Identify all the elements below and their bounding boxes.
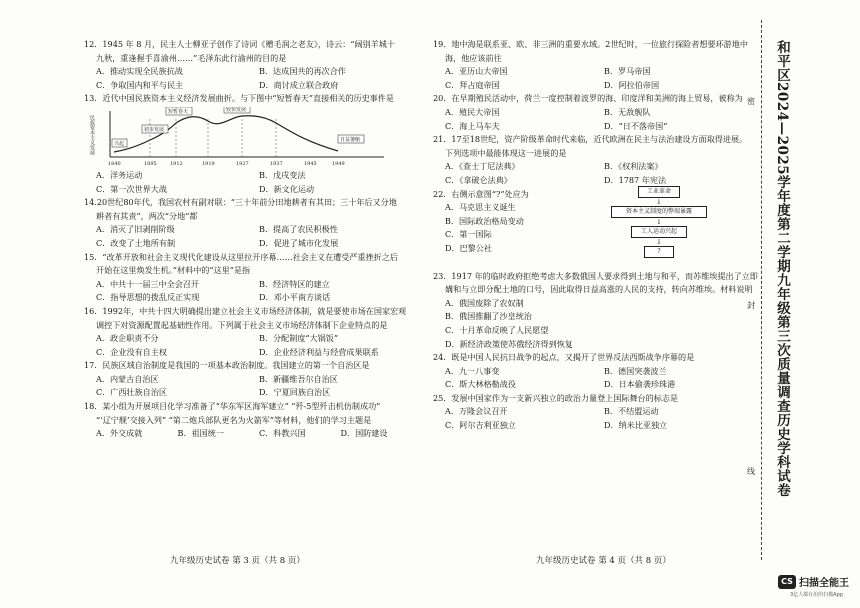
chart-x-tick: 1937: [270, 160, 283, 167]
q14-option-a[interactable]: A．消灭了旧剥削阶级: [96, 224, 175, 235]
q18-stem-cont: “‘辽宁舰’交接入列” “第二炮兵部队更名为火箭军”等材料，他们的学习主题是: [96, 414, 372, 425]
q14-option-b[interactable]: B．提高了农民积极性: [259, 224, 338, 235]
chart-annotation: 兴起: [114, 140, 125, 147]
q20-option-d[interactable]: D．“日不落帝国”: [604, 120, 668, 131]
q13-option-b[interactable]: B．戊戌变法: [259, 169, 306, 180]
q12-stem: 12．1945 年 8 月，民主人士柳亚子创作了诗词《赠毛润之老友》，诗云：“阔别羊城十: [84, 39, 395, 49]
q22-option-d[interactable]: D．巴黎公社: [445, 242, 492, 253]
chart-x-tick: 1919: [202, 160, 215, 167]
q14-option-c[interactable]: C．改变了土地所有制: [96, 237, 176, 248]
q22-option-a[interactable]: A．马克思主义诞生: [445, 202, 516, 213]
q15-stem-cont: 开始在这里焕发生机。”材料中的“这里”是指: [96, 265, 251, 276]
flow-arrow-icon: ↓: [656, 237, 662, 246]
q15-options: [84, 278, 422, 305]
right-page: [433, 38, 763, 433]
q23-option-a[interactable]: A．俄国废除了农奴制: [445, 297, 524, 308]
chart-annotation: 短暂春天: [168, 108, 189, 115]
q23-stem-cont: 媾和与立即分配土地的口号，因此取得日益高涨的人民的支持，转向苏维埃。材料说明: [445, 284, 753, 295]
q23-option-d[interactable]: D．新经济政策使苏俄经济得到恢复: [445, 338, 573, 349]
left-page: [84, 38, 422, 441]
q22-block: [433, 188, 763, 270]
q19-option-c[interactable]: C．拜占庭帝国: [445, 79, 500, 90]
flow-box-4: ?: [644, 246, 674, 258]
q19-options: [433, 65, 763, 92]
q12-option-b[interactable]: B．达成国共的再次合作: [259, 66, 346, 77]
q23-options: [433, 297, 763, 351]
q19-option-b[interactable]: B．罗马帝国: [604, 66, 651, 77]
q20-option-a[interactable]: A．殖民大帝国: [445, 106, 500, 117]
q19-stem-cont: 海，他应该前往: [445, 52, 502, 63]
q13-option-d[interactable]: D．新文化运动: [259, 183, 315, 194]
q25-option-a[interactable]: A．万隆会议召开: [445, 406, 508, 417]
q12-option-d[interactable]: D．商讨成立联合政府: [259, 79, 339, 90]
q19-stem: 19．地中海是联系亚、欧、非三洲的重要水域。2世纪时，一位旅行探险者想要环游地中: [433, 39, 748, 49]
q18-option-a[interactable]: A．外交成就: [96, 428, 143, 439]
q24-option-a[interactable]: A．九一八事变: [445, 365, 500, 376]
q15-stem: 15．“改革开放和社会主义现代化建设从这里拉开序幕……社会主义在遭受严重挫折之后: [84, 251, 398, 262]
q13-option-c[interactable]: C．第一次世界大战: [96, 183, 167, 194]
q18-option-c[interactable]: C．科教兴国: [259, 428, 306, 439]
q21-stem-cont: 下列选项中最能体现这一进展的是: [445, 147, 567, 158]
chart-x-tick: 1949: [332, 160, 345, 167]
q25-option-c[interactable]: C．阿尔吉利亚独立: [445, 420, 516, 431]
q24-options: [433, 365, 763, 392]
q20-option-c[interactable]: C．海上马车夫: [445, 120, 500, 131]
q21-stem: 21．17至18世纪，资产阶级革命时代来临，近代欧洲在民主与法治建设方面取得进展。: [433, 134, 748, 145]
q17-option-b[interactable]: B．新疆维吾尔自治区: [259, 373, 338, 384]
q22-options: [433, 201, 763, 255]
chart-x-tick: 1895: [144, 160, 157, 167]
q13-options: [84, 169, 422, 196]
q17-options: [84, 373, 422, 400]
capitalism-development-chart: [84, 107, 414, 169]
q22-option-c[interactable]: C．第一国际: [445, 229, 492, 240]
q12-option-a[interactable]: A．推动实现全民族抗战: [96, 66, 183, 77]
q22-option-b[interactable]: B．国际政治格局变动: [445, 215, 524, 226]
q15-option-a[interactable]: A．中共十一届三中全会召开: [96, 278, 199, 289]
chart-y-label: 民族资本主义发展: [89, 114, 95, 155]
exam-title: 和平区2024—2025学年度第二学期九年级第三次质量调查历史学科试卷: [774, 40, 790, 498]
q24-option-c[interactable]: C．斯大林格勒战役: [445, 379, 516, 390]
q16-option-d[interactable]: D．企业经济利益与经营成果联系: [259, 346, 379, 357]
binding-mark-close: 封: [747, 301, 755, 310]
q22-flow-diagram: [611, 186, 707, 258]
q19-option-d[interactable]: D．阿拉伯帝国: [604, 79, 660, 90]
scanner-name: 扫描全能王: [799, 578, 849, 589]
q14-stem-cont: 耕者有其责”，两次“分地”都: [96, 210, 198, 221]
flow-box-2: 资本主义制度的弊端暴露: [611, 206, 707, 218]
q23-option-b[interactable]: B．俄国推翻了沙皇统治: [445, 311, 532, 322]
chart-x-tick: 1912: [170, 160, 183, 167]
q15-option-c[interactable]: C．指导思想的拨乱反正实现: [96, 292, 200, 303]
q18-options: [84, 427, 422, 441]
q16-stem: 16．1992年，中共十四大明确提出建立社会主义市场经济体制，就是要使市场在国家宏观: [84, 305, 407, 316]
flow-arrow-icon: ↓: [656, 197, 662, 206]
q21-option-d[interactable]: D．1787 年宪法: [604, 174, 667, 185]
q25-options: [433, 405, 763, 432]
q12-options: [84, 65, 422, 92]
q18-option-b[interactable]: B．祖国统一: [177, 428, 224, 439]
scanner-tagline: 3亿人都在用的扫描App: [790, 592, 843, 598]
q25-option-b[interactable]: B．不结盟运动: [604, 406, 659, 417]
flow-box-1: 工业革命: [638, 186, 680, 198]
q20-option-b[interactable]: B．无敌舰队: [604, 106, 651, 117]
q17-option-d[interactable]: D．宁夏回族自治区: [259, 387, 331, 398]
q21-options: [433, 160, 763, 187]
q12-option-c[interactable]: C．争取国内和平与民主: [96, 79, 184, 90]
q24-option-b[interactable]: B．德国突袭波兰: [604, 365, 667, 376]
q16-option-a[interactable]: A．政企职责不分: [96, 333, 159, 344]
chart-x-tick: 1945: [304, 160, 317, 167]
q13-stem: 13．近代中国民族资本主义经济发展曲折。与下图中“短暂春天”直接相关的历史事件是: [84, 93, 394, 104]
q17-stem: 17．民族区域自治制度是我国的一项基本政治制度。我国建立的第一个自治区是: [84, 360, 370, 371]
q12-stem-cont: 九秋，重逢握手喜渝州……”毛泽东此行渝州的目的是: [96, 52, 287, 63]
binding-mark-seal: 密: [747, 97, 755, 106]
q25-stem: 25．发展中国家作为一支新兴独立的政治力量登上国际舞台的标志是: [433, 392, 679, 403]
q18-stem: 18．某小组为开展项目化学习准备了“华东军区海军建立” “歼-5型歼击机仿制成功”: [84, 401, 381, 412]
q19-option-a[interactable]: A．亚历山大帝国: [445, 66, 508, 77]
q14-options: [84, 223, 422, 250]
q16-stem-cont: 调控下对资源配置起基础性作用。下列属于社会主义市场经济体制下企业特点的是: [96, 319, 388, 330]
q13-option-a[interactable]: A．洋务运动: [96, 169, 143, 180]
chart-annotation: 日益萎缩: [340, 136, 361, 143]
q24-option-d[interactable]: D．日本偷袭珍珠港: [604, 379, 676, 390]
chart-x-tick: 1927: [236, 160, 249, 167]
q21-option-c[interactable]: C．《拿破仑法典》: [445, 174, 512, 185]
page-3-footer: 九年级历史试卷 第 3 页（共 8 页）: [170, 556, 305, 566]
q23-stem: 23．1917 年的临时政府拒绝考虑大多数俄国人要求得到土地与和平，而苏维埃提出了立即: [433, 270, 758, 281]
q14-option-d[interactable]: D．促进了城市化发展: [259, 237, 339, 248]
q23-option-c[interactable]: C．十月革命反映了人民愿望: [445, 324, 549, 335]
page-4-footer: 九年级历史试卷 第 4 页（共 8 页）: [536, 556, 671, 566]
q20-options: [433, 106, 763, 133]
q18-option-d[interactable]: D．国防建设: [340, 428, 388, 439]
q20-stem: 20．在早期殖民活动中，荷兰一度控制着波罗的海、印度洋和美洲的海上贸易，被称为: [433, 93, 743, 104]
flow-arrow-icon: ↓: [656, 217, 662, 226]
flow-box-3: 工人运动兴起: [631, 226, 687, 238]
q16-option-c[interactable]: C．企业没有自主权: [96, 346, 167, 357]
q14-stem: 14.20世纪80年代，我国农村有副对联：“三十年前分田地耕者有其田；三十年后又分地: [84, 197, 397, 208]
camscanner-logo: CS: [778, 575, 796, 589]
q25-option-d[interactable]: D．纳米比亚独立: [604, 420, 668, 431]
q21-option-a[interactable]: A．《查士丁尼法典》: [445, 161, 520, 172]
binding-line: [761, 20, 762, 560]
q15-option-b[interactable]: B．经济特区的建立: [259, 278, 330, 289]
chart-annotation: 初步发展: [144, 126, 165, 133]
chart-x-tick: 1840: [108, 160, 121, 167]
q17-option-c[interactable]: C．广西壮族自治区: [96, 387, 167, 398]
binding-mark-line: 线: [747, 467, 755, 476]
q15-option-d[interactable]: D．邓小平南方谈话: [259, 292, 331, 303]
q22-stem: 22．右侧示意图“?”处应为: [433, 188, 529, 199]
q17-option-a[interactable]: A．内蒙古自治区: [96, 373, 159, 384]
scanner-watermark: [778, 574, 849, 589]
q16-options: [84, 332, 422, 359]
chart-series-line: [114, 116, 338, 152]
chart-annotation: 较快发展: [226, 106, 247, 113]
q16-option-b[interactable]: B．分配制度“大锅饭”: [259, 333, 338, 344]
q21-option-b[interactable]: B．《权利法案》: [604, 161, 663, 172]
q24-stem: 24．既是中国人民抗日战争的起点，又揭开了世界反法西斯战争序幕的是: [433, 352, 695, 363]
